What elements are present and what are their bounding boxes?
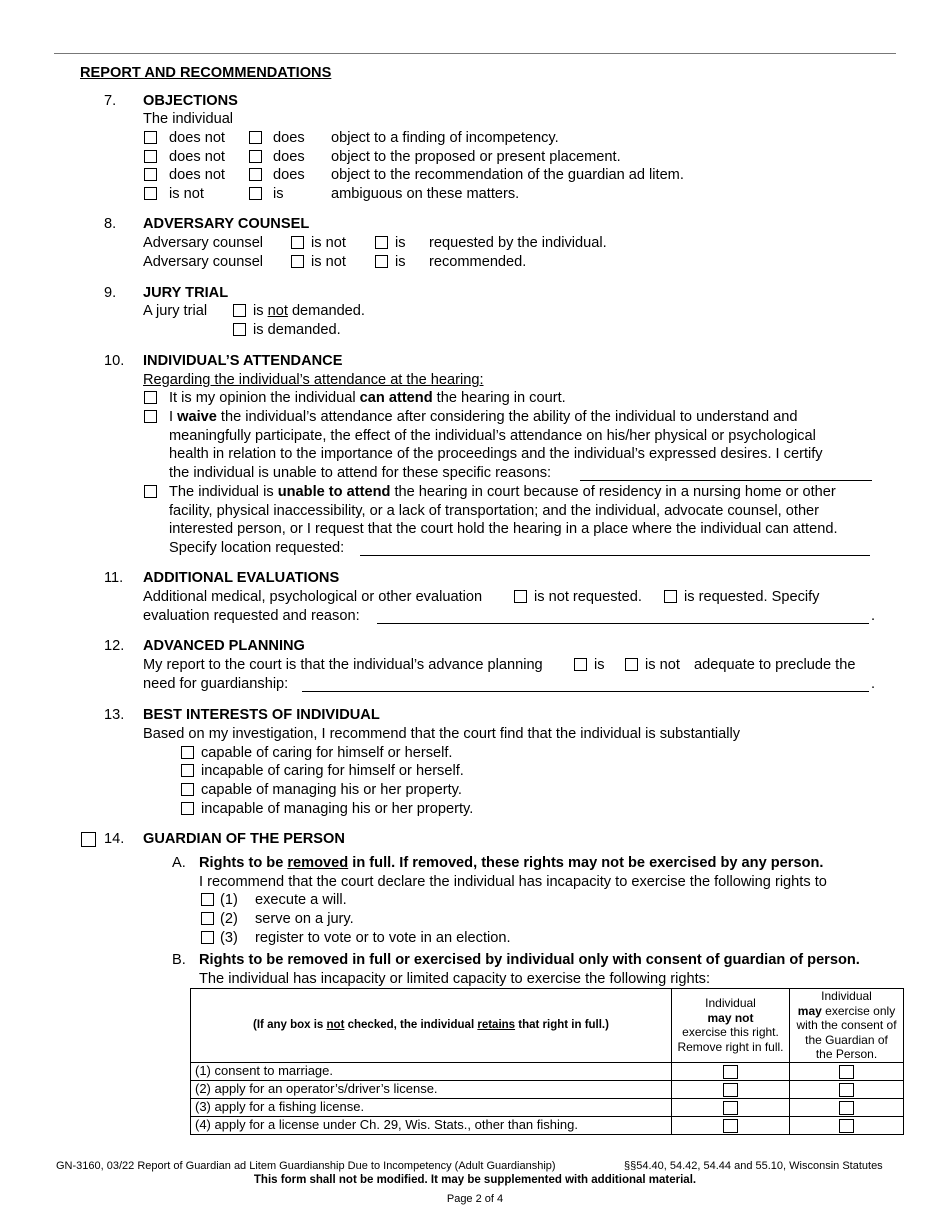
s12-line1: My report to the court is that the individual’s advance planning xyxy=(143,657,543,673)
footer-form-id: GN-3160, 03/22 Report of Guardian ad Litem Guardianship Due to Incompetency (Adult Guardianship) xyxy=(56,1160,556,1172)
s12-title: ADVANCED PLANNING xyxy=(143,638,305,654)
table-row xyxy=(191,1062,904,1080)
s7-r1-text: object to a finding of incompetency. xyxy=(331,130,559,146)
s14a-item3-checkbox[interactable] xyxy=(201,931,214,944)
s14b-intro: The individual has incapacity or limited capacity to exercise the following rights: xyxy=(199,971,711,987)
s13-opt2-checkbox[interactable] xyxy=(181,764,194,777)
s8-r2-b: is xyxy=(395,254,406,270)
section-title: REPORT AND RECOMMENDATIONS xyxy=(80,65,332,81)
rights-table xyxy=(190,988,904,1135)
s10-location-field[interactable] xyxy=(360,555,870,556)
rights-row1-may-not-checkbox[interactable] xyxy=(672,1062,790,1080)
rights-row2-may-not-checkbox[interactable] xyxy=(672,1080,790,1098)
s7-number: 7. xyxy=(104,93,117,109)
s8-r1-text: requested by the individual. xyxy=(429,235,607,251)
s11-line1: Additional medical, psychological or other evaluation xyxy=(143,589,483,605)
s14a-item1-text: execute a will. xyxy=(255,892,347,908)
s12-period: . xyxy=(871,676,876,692)
s10-opt2-line2: meaningfully participate, the effect of the individual’s attendance on his/her physical or psychological xyxy=(169,428,816,444)
s7-r3-does-not-checkbox[interactable] xyxy=(144,168,157,181)
table-row xyxy=(191,1098,904,1116)
table-row xyxy=(191,1116,904,1134)
s7-r3-b: does xyxy=(273,167,305,183)
s8-r2-label: Adversary counsel xyxy=(143,254,264,270)
s10-can-attend-checkbox[interactable] xyxy=(144,391,157,404)
s8-r1-b: is xyxy=(395,235,406,251)
s12-guardianship-field[interactable] xyxy=(302,691,869,692)
rights-table-header-may-not: Individual may not exercise this right. Remove right in full. xyxy=(672,989,790,1063)
s14a-item1-num: (1) xyxy=(220,892,238,908)
s9-opt2: is demanded. xyxy=(253,322,341,338)
rights-row1-may-checkbox[interactable] xyxy=(790,1062,904,1080)
s7-r2-b: does xyxy=(273,149,305,165)
s8-r1-is-checkbox[interactable] xyxy=(375,236,388,249)
s14b-heading: Rights to be removed in full or exercised by individual only with consent of guardian of person. xyxy=(199,952,860,968)
s7-r1-b: does xyxy=(273,130,305,146)
s8-r1-is-not-checkbox[interactable] xyxy=(291,236,304,249)
rights-row4-may-not-checkbox[interactable] xyxy=(672,1116,790,1134)
s11-title: ADDITIONAL EVALUATIONS xyxy=(143,570,340,586)
s11-requested-checkbox[interactable] xyxy=(664,590,677,603)
s7-r3-does-checkbox[interactable] xyxy=(249,168,262,181)
footer-statutes: §§54.40, 54.42, 54.44 and 55.10, Wisconsin Statutes xyxy=(624,1160,883,1172)
rights-row2-label: (2) apply for an operator’s/driver’s license. xyxy=(191,1080,672,1098)
s13-opt2: incapable of caring for himself or herself. xyxy=(201,763,464,779)
s14-number: 14. xyxy=(104,831,125,847)
s9-not-demanded-checkbox[interactable] xyxy=(233,304,246,317)
s13-opt4-checkbox[interactable] xyxy=(181,802,194,815)
s13-opt3-checkbox[interactable] xyxy=(181,783,194,796)
s8-r2-text: recommended. xyxy=(429,254,527,270)
s14a-intro: I recommend that the court declare the individual has incapacity to exercise the following rights to xyxy=(199,874,827,890)
s9-title: JURY TRIAL xyxy=(143,285,229,301)
s7-r3-text: object to the recommendation of the guardian ad litem. xyxy=(331,167,684,183)
s8-r2-a: is not xyxy=(311,254,346,270)
s10-opt2-line3: health in relation to the importance of the proceedings and the individual’s expressed desires. I certify xyxy=(169,446,823,462)
rights-row3-may-not-checkbox[interactable] xyxy=(672,1098,790,1116)
s10-intro: Regarding the individual’s attendance at the hearing: xyxy=(143,372,484,388)
s14a-item2-num: (2) xyxy=(220,911,238,927)
s7-r1-does-not-checkbox[interactable] xyxy=(144,131,157,144)
s10-reasons-field[interactable] xyxy=(580,480,872,481)
rights-table-header-note: (If any box is not checked, the individual retains that right in full.) xyxy=(191,989,672,1063)
rights-row4-label: (4) apply for a license under Ch. 29, Wis. Stats., other than fishing. xyxy=(191,1116,672,1134)
s7-r4-text: ambiguous on these matters. xyxy=(331,186,520,202)
s7-r2-a: does not xyxy=(169,149,225,165)
s8-r2-is-checkbox[interactable] xyxy=(375,255,388,268)
s13-opt1-checkbox[interactable] xyxy=(181,746,194,759)
s12-b: is not xyxy=(645,657,680,673)
s14a-item3-num: (3) xyxy=(220,930,238,946)
s12-line1b: adequate to preclude the xyxy=(694,657,856,673)
s7-title: OBJECTIONS xyxy=(143,93,238,109)
s14a-item2-text: serve on a jury. xyxy=(255,911,354,927)
s10-waive-checkbox[interactable] xyxy=(144,410,157,423)
rights-row1-label: (1) consent to marriage. xyxy=(191,1062,672,1080)
s8-r2-is-not-checkbox[interactable] xyxy=(291,255,304,268)
s12-is-not-checkbox[interactable] xyxy=(625,658,638,671)
s9-opt1: is not demanded. xyxy=(253,303,365,319)
s10-opt3-line2: facility, physical inaccessibility, or a lack of transportation; and the individual, advocate counsel, other xyxy=(169,503,820,519)
s10-opt2-line4: the individual is unable to attend for these specific reasons: xyxy=(169,465,552,481)
s11-period: . xyxy=(871,608,876,624)
s12-number: 12. xyxy=(104,638,125,654)
s7-r1-does-checkbox[interactable] xyxy=(249,131,262,144)
page-number: Page 2 of 4 xyxy=(446,1193,504,1205)
s14-checkbox[interactable] xyxy=(81,832,96,847)
top-rule xyxy=(54,53,896,54)
s11-reason-field[interactable] xyxy=(377,623,869,624)
s12-line2: need for guardianship: xyxy=(143,676,289,692)
s7-r4-is-not-checkbox[interactable] xyxy=(144,187,157,200)
s8-r1-label: Adversary counsel xyxy=(143,235,264,251)
s7-r2-does-checkbox[interactable] xyxy=(249,150,262,163)
s10-opt3-line1: The individual is unable to attend the hearing in court because of residency in a nursing home or other xyxy=(169,484,836,500)
s7-r4-is-checkbox[interactable] xyxy=(249,187,262,200)
s8-r1-a: is not xyxy=(311,235,346,251)
s13-opt4: incapable of managing his or her property. xyxy=(201,801,474,817)
s13-opt1: capable of caring for himself or herself. xyxy=(201,745,453,761)
s10-unable-checkbox[interactable] xyxy=(144,485,157,498)
s14a-item3-text: register to vote or to vote in an election. xyxy=(255,930,511,946)
table-row xyxy=(191,1080,904,1098)
s14a-item2-checkbox[interactable] xyxy=(201,912,214,925)
s11-line2: evaluation requested and reason: xyxy=(143,608,360,624)
s10-opt3-line3: interested person, or I request that the court hold the hearing in a place where the individual can attend. xyxy=(169,521,838,537)
s10-opt2-line1: I waive the individual’s attendance after considering the ability of the individual to understand and xyxy=(169,409,798,425)
rights-row2-may-checkbox[interactable] xyxy=(790,1080,904,1098)
s7-intro: The individual xyxy=(143,111,234,127)
s10-opt1: It is my opinion the individual can attend the hearing in court. xyxy=(169,390,566,406)
s14-title: GUARDIAN OF THE PERSON xyxy=(143,831,345,847)
s13-title: BEST INTERESTS OF INDIVIDUAL xyxy=(143,707,380,723)
s8-number: 8. xyxy=(104,216,117,232)
s13-intro: Based on my investigation, I recommend that the court find that the individual is substantially xyxy=(143,726,741,742)
rights-row3-label: (3) apply for a fishing license. xyxy=(191,1098,672,1116)
rights-row3-may-checkbox[interactable] xyxy=(790,1098,904,1116)
rights-table-header-may: Individual may exercise only with the consent of the Guardian of the Person. xyxy=(790,989,904,1063)
s14a-letter: A. xyxy=(172,855,186,871)
s13-number: 13. xyxy=(104,707,125,723)
s12-a: is xyxy=(594,657,605,673)
s11-b: is requested. Specify xyxy=(684,589,820,605)
s14b-letter: B. xyxy=(172,952,186,968)
s7-r2-does-not-checkbox[interactable] xyxy=(144,150,157,163)
rights-row4-may-checkbox[interactable] xyxy=(790,1116,904,1134)
s10-opt3-line4: Specify location requested: xyxy=(169,540,345,556)
s14a-heading: Rights to be removed in full. If removed, these rights may not be exercised by any person. xyxy=(199,855,824,871)
s7-r3-a: does not xyxy=(169,167,225,183)
s9-number: 9. xyxy=(104,285,117,301)
s11-number: 11. xyxy=(104,570,124,586)
s8-title: ADVERSARY COUNSEL xyxy=(143,216,310,232)
s9-demanded-checkbox[interactable] xyxy=(233,323,246,336)
s14a-item1-checkbox[interactable] xyxy=(201,893,214,906)
s9-label: A jury trial xyxy=(143,303,208,319)
s7-r4-a: is not xyxy=(169,186,204,202)
s11-not-requested-checkbox[interactable] xyxy=(514,590,527,603)
rights-table-header xyxy=(191,989,904,1063)
s13-opt3: capable of managing his or her property. xyxy=(201,782,462,798)
footer-notice: This form shall not be modified. It may be supplemented with additional material. xyxy=(253,1174,697,1186)
s10-number: 10. xyxy=(104,353,125,369)
s7-r4-b: is xyxy=(273,186,284,202)
s10-title: INDIVIDUAL’S ATTENDANCE xyxy=(143,353,343,369)
s12-is-checkbox[interactable] xyxy=(574,658,587,671)
s7-r2-text: object to the proposed or present placement. xyxy=(331,149,621,165)
s7-r1-a: does not xyxy=(169,130,225,146)
s11-a: is not requested. xyxy=(534,589,642,605)
